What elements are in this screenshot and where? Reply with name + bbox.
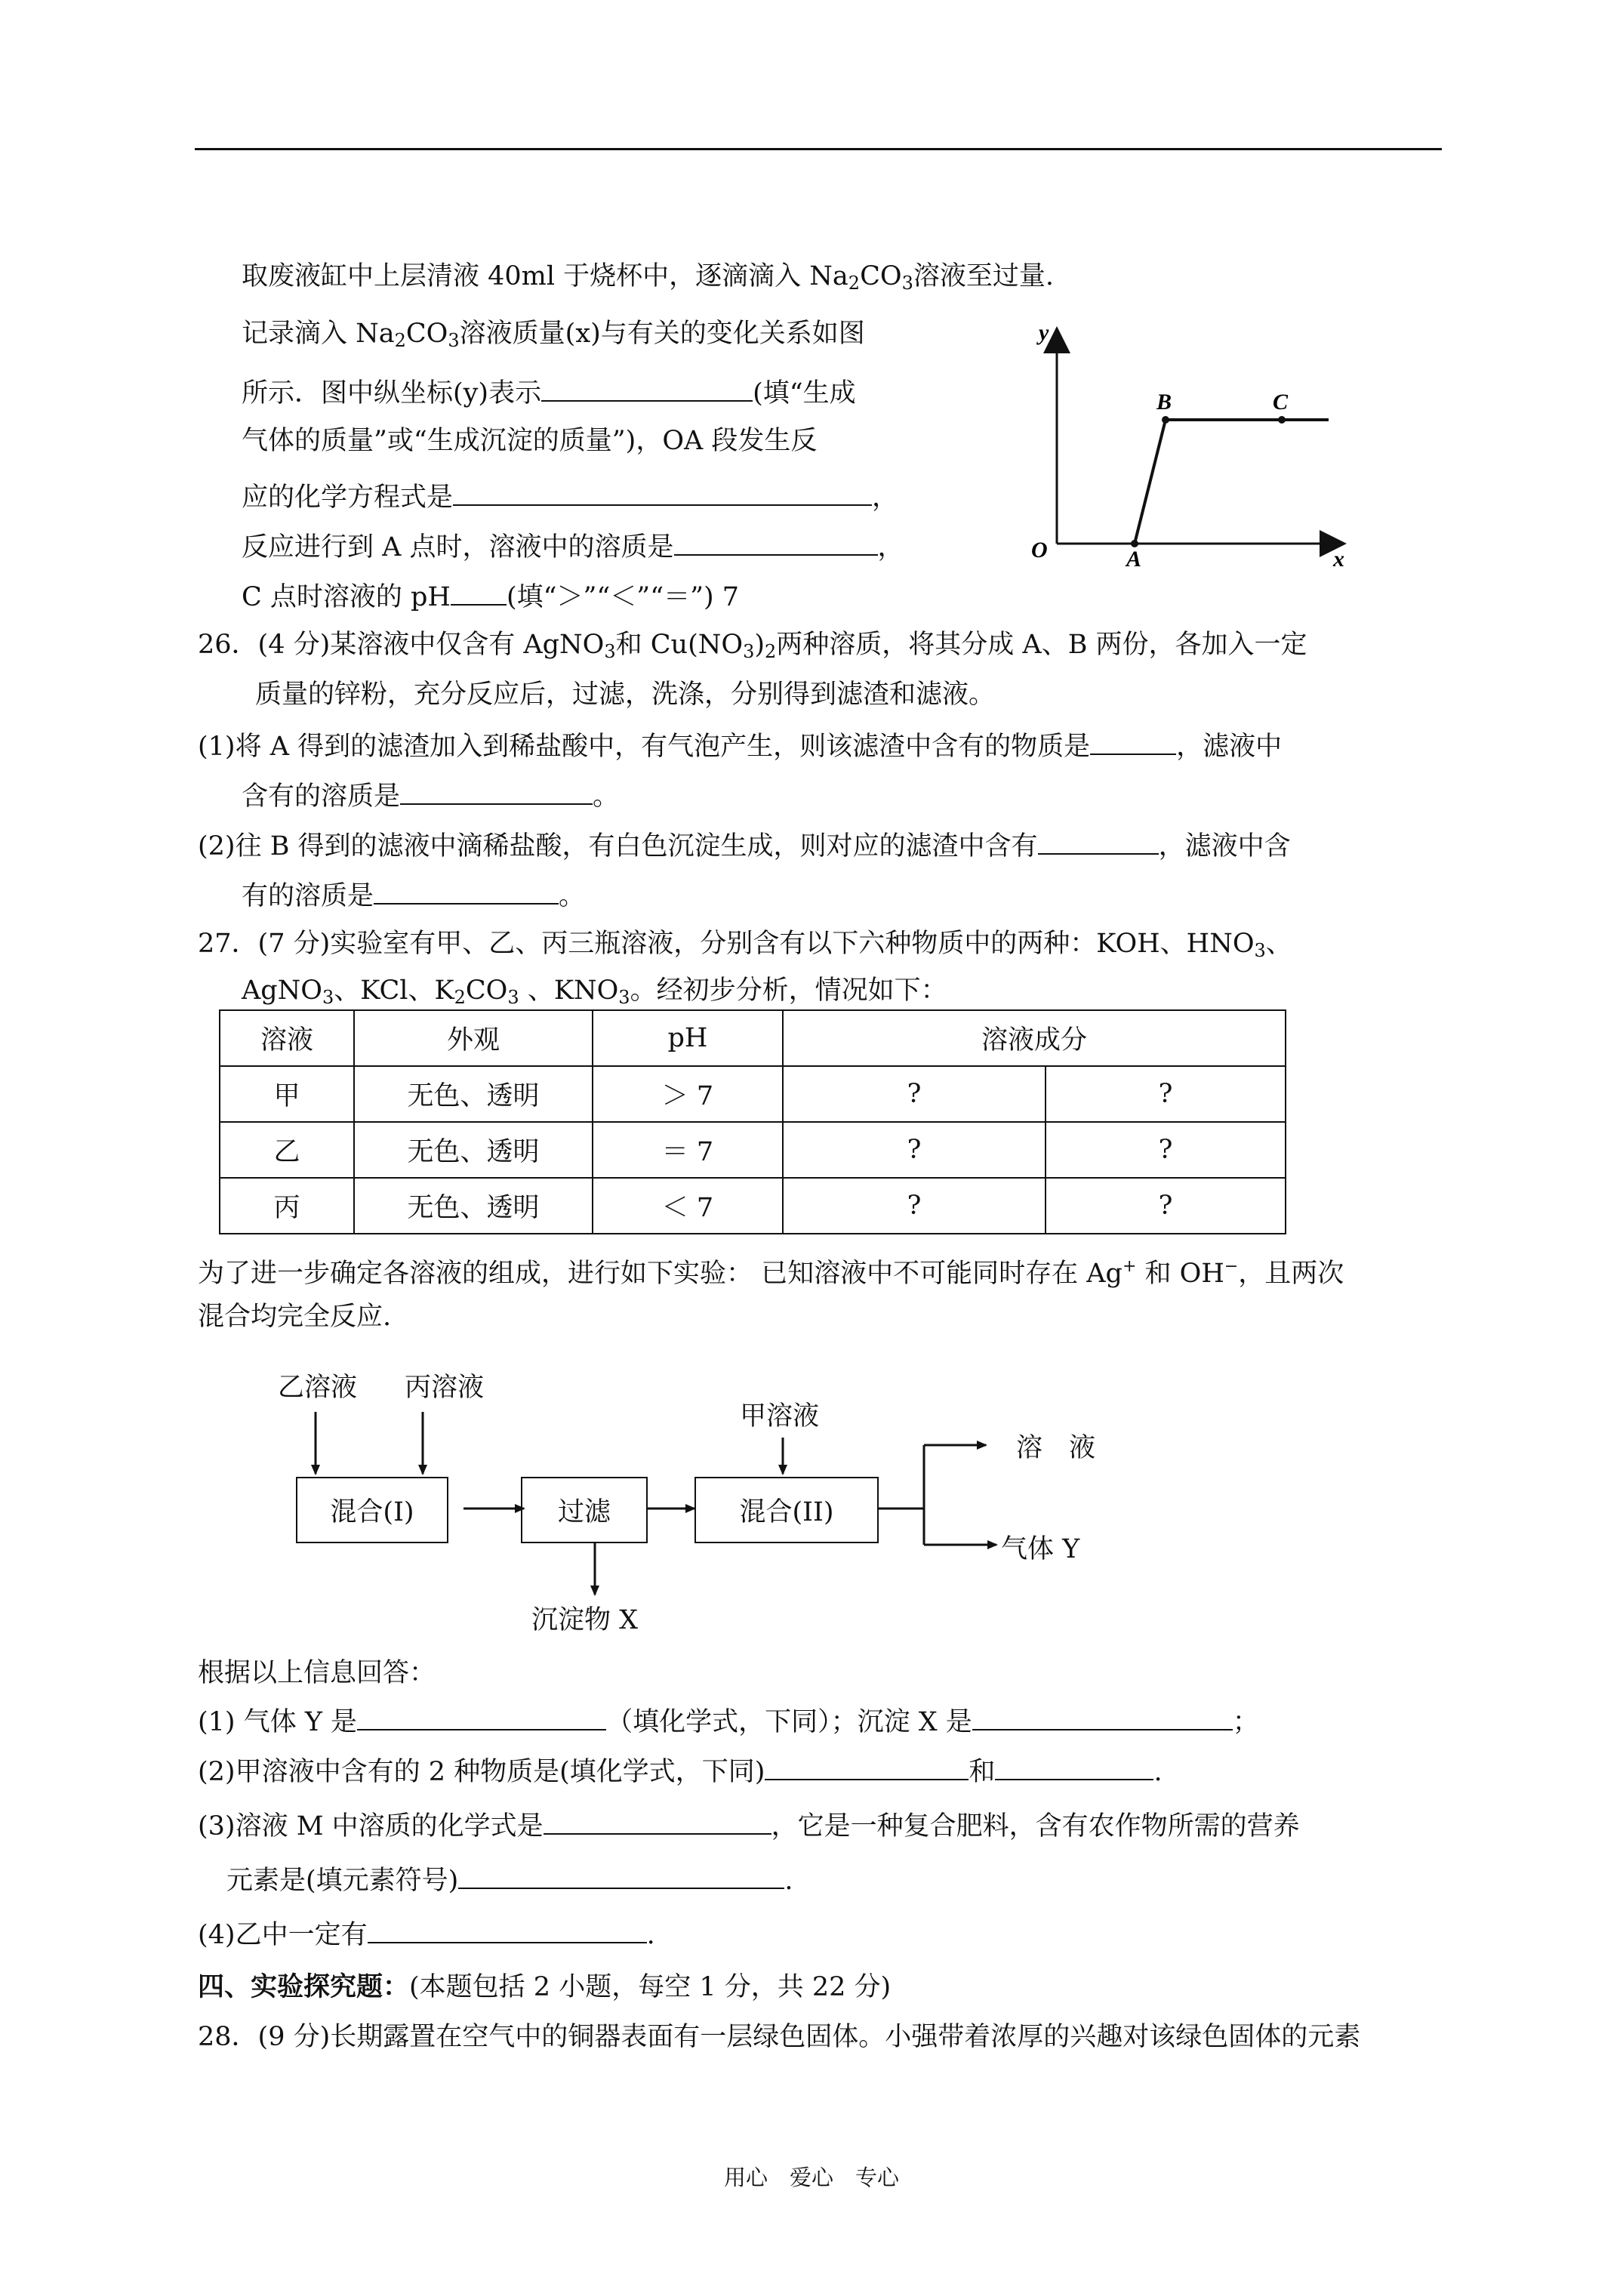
table-cell: 丙 bbox=[220, 1178, 354, 1234]
q25-line-2: 记录滴入 $Na_2CO_3$溶液质量(x)与有关的变化关系如图 bbox=[242, 319, 865, 351]
table-header-cell: 外观 bbox=[354, 1010, 593, 1066]
table-header-cell: 溶液成分 bbox=[783, 1010, 1286, 1066]
jia-solution-label: 甲溶液 bbox=[740, 1401, 820, 1432]
q25-line-1: 取废液缸中上层清液 40ml 于烧杯中，逐滴滴入 $Na_2CO_3$溶液至过量. bbox=[242, 261, 1054, 294]
point-c-label: C bbox=[1273, 390, 1289, 415]
solution-output-label: 溶 液 bbox=[1016, 1433, 1096, 1463]
filter-box: 过滤 bbox=[521, 1477, 648, 1543]
q27-answer-2: (2)甲溶液中含有的 2 种物质是(填化学式，下同) 和 . bbox=[198, 1753, 1163, 1789]
point-a-label: A bbox=[1126, 547, 1142, 572]
q25-line-4: 气体的质量”或“生成沉淀的质量”)，OA 段发生反 bbox=[242, 426, 818, 456]
q26-line-6: 有的溶质是 。 bbox=[242, 877, 585, 913]
q25-line-6: 反应进行到 A 点时，溶液中的溶质是 ， bbox=[242, 529, 904, 564]
q26-line-5: (2)往 B 得到的滤液中滴稀盐酸，有白色沉淀生成，则对应的滤渣中含有 ，滤液中含 bbox=[198, 827, 1291, 863]
answer-blank[interactable] bbox=[544, 1808, 771, 1835]
q27-answer-4: (4)乙中一定有 . bbox=[198, 1916, 655, 1952]
table-cell: 乙 bbox=[220, 1122, 354, 1178]
table-cell: ? bbox=[1046, 1178, 1286, 1234]
table-cell: ＞ 7 bbox=[593, 1066, 783, 1122]
answer-blank[interactable] bbox=[972, 1703, 1233, 1730]
yi-solution-label: 乙溶液 bbox=[278, 1373, 358, 1403]
q26-line-4: 含有的溶质是 。 bbox=[242, 778, 619, 813]
q26-line-2: 质量的锌粉，充分反应后，过滤，洗涤，分别得到滤渣和滤液。 bbox=[255, 680, 996, 710]
table-cell: 甲 bbox=[220, 1066, 354, 1122]
table-cell: ? bbox=[783, 1066, 1046, 1122]
q27-para-2: 混合均完全反应. bbox=[198, 1302, 392, 1332]
gas-y-label: 气体 Y bbox=[1001, 1534, 1080, 1564]
table-cell: ? bbox=[783, 1178, 1046, 1234]
answer-blank[interactable] bbox=[765, 1753, 969, 1780]
q25-line-3: 所示．图中纵坐标(y)表示 (填“生成 bbox=[242, 374, 856, 410]
q27-answer-3: (3)溶液 M 中溶质的化学式是 ，它是一种复合肥料，含有农作物所需的营养 bbox=[198, 1808, 1300, 1843]
section-4-heading: 四、实验探究题：(本题包括 2 小题，每空 1 分，共 22 分) bbox=[198, 1971, 892, 2002]
q27-para-1: 为了进一步确定各溶液的组成，进行如下实验： 已知溶液中不可能同时存在 Ag+ 和 OH−，且两次 bbox=[198, 1257, 1344, 1289]
origin-label: O bbox=[1031, 538, 1048, 562]
q25-line-7: C 点时溶液的 pH (填“＞”“＜”“＝”) 7 bbox=[242, 578, 739, 614]
q27-answer-intro: 根据以上信息回答： bbox=[198, 1658, 436, 1688]
table-cell: ? bbox=[1046, 1122, 1286, 1178]
bing-solution-label: 丙溶液 bbox=[405, 1373, 485, 1403]
q27-answer-1: (1) 气体 Y 是 （填化学式，下同）；沉淀 X 是 ； bbox=[198, 1703, 1259, 1739]
table-cell: 无色、透明 bbox=[354, 1122, 593, 1178]
q26-line-3: (1)将 A 得到的滤渣加入到稀盐酸中，有气泡产生，则该滤渣中含有的物质是 ，滤液中 bbox=[198, 728, 1282, 763]
answer-blank[interactable] bbox=[458, 1862, 784, 1889]
table-cell: 无色、透明 bbox=[354, 1066, 593, 1122]
q27-answer-3-cont: 元素是(填元素符号) . bbox=[226, 1862, 793, 1897]
table-cell: ? bbox=[783, 1122, 1046, 1178]
q28-line-1: 28．(9 分)长期露置在空气中的铜器表面有一层绿色固体。小强带着浓厚的兴趣对该绿色固体的元素 bbox=[198, 2022, 1361, 2052]
precipitate-x-label: 沉淀物 X bbox=[531, 1605, 639, 1635]
mix-1-box: 混合(I) bbox=[296, 1477, 448, 1543]
y-axis-label: y bbox=[1039, 320, 1049, 345]
answer-blank[interactable] bbox=[357, 1703, 606, 1730]
answer-blank[interactable] bbox=[995, 1753, 1153, 1780]
table-cell: ＜ 7 bbox=[593, 1178, 783, 1234]
point-b-label: B bbox=[1156, 390, 1172, 415]
q27-line-1: 27．(7 分)实验室有甲、乙、丙三瓶溶液，分别含有以下六种物质中的两种：KOH、$HNO_3$、 bbox=[198, 929, 1292, 961]
table-header-cell: pH bbox=[593, 1010, 783, 1066]
answer-blank[interactable] bbox=[368, 1916, 647, 1943]
mix-2-box: 混合(II) bbox=[694, 1477, 879, 1543]
x-axis-label: x bbox=[1333, 547, 1344, 572]
q27-line-2: AgNO$_3$、KCl、$K_2CO_3$ 、$KNO_3$。经初步分析，情况如下： bbox=[242, 975, 947, 1008]
q26-line-1: 26．(4 分)某溶液中仅含有 AgNO$_3$和 $Cu(NO_3)_2$两种溶质，将其分成 A、B 两份，各加入一定 bbox=[198, 630, 1307, 662]
table-cell: ＝ 7 bbox=[593, 1122, 783, 1178]
page-footer: 用心 爱心 专心 bbox=[723, 2165, 899, 2190]
table-header-cell: 溶液 bbox=[220, 1010, 354, 1066]
q25-line-5: 应的化学方程式是 ， bbox=[242, 479, 898, 514]
table-cell: ? bbox=[1046, 1066, 1286, 1122]
table-cell: 无色、透明 bbox=[354, 1178, 593, 1234]
